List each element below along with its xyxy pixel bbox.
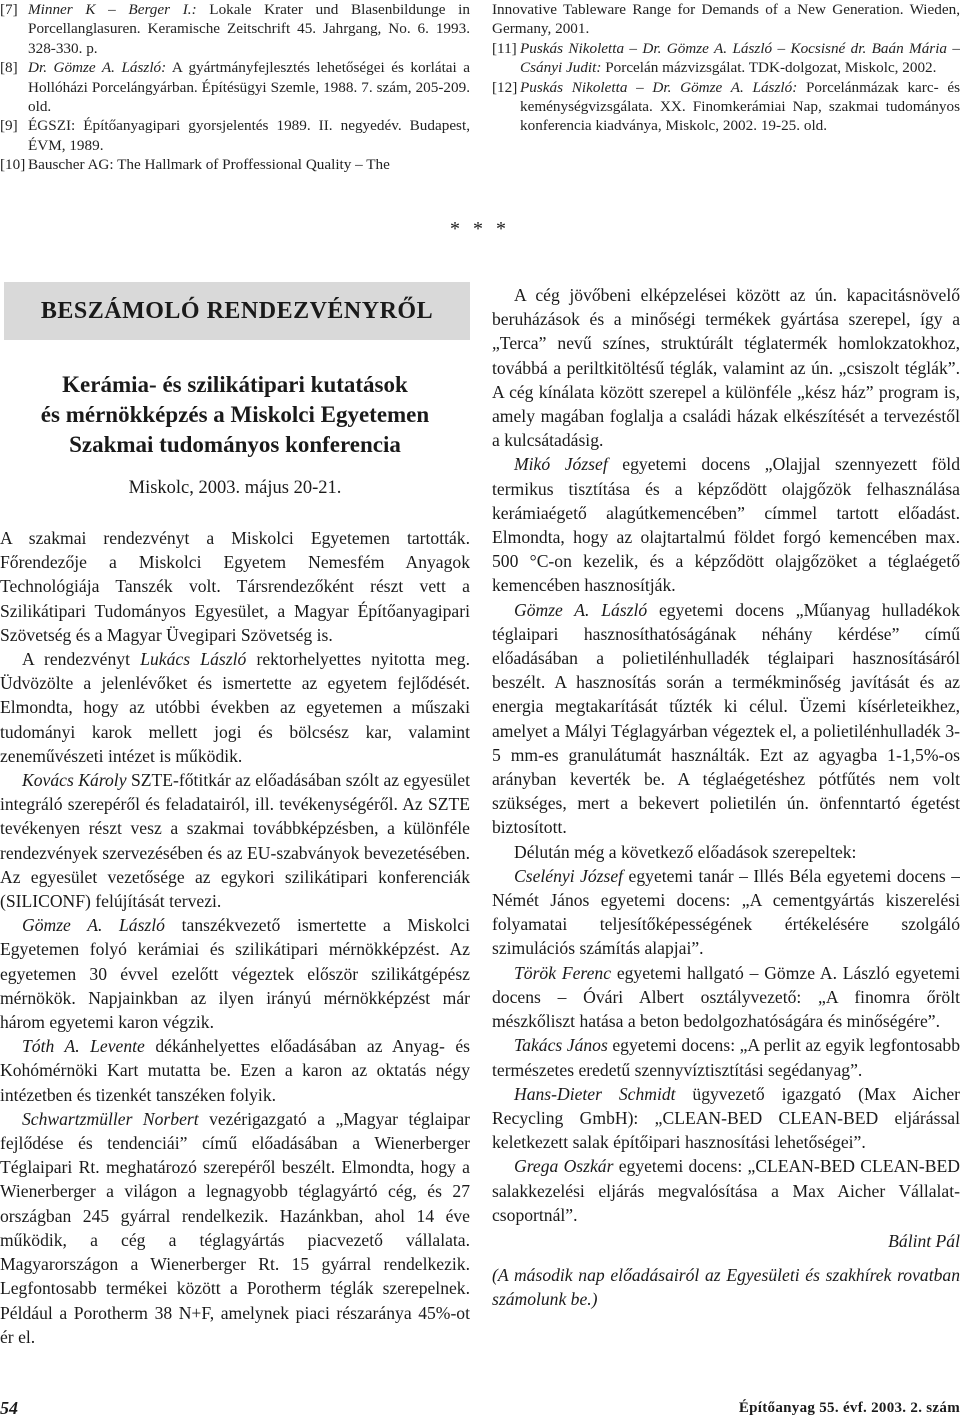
paragraph: A szakmai rendezvényt a Miskolci Egyetemen tartották. Főrendezője a Miskolci Egyetem Nemesfém Anyagok Technológiája Tanszék volt. Társrendezőként részt vett a Szilikátipari Tudományos Egyesület, a Magyar Építőanyagipari Szövetség és a Magyar Üvegipari Szövetség is.: [0, 528, 470, 645]
closing-note: (A második nap előadásairól az Egyesületi és szakhírek rovatban számolunk be.): [492, 1265, 960, 1310]
reference-author: Dr. Gömze A. László:: [28, 59, 167, 77]
person-name: Takács János: [514, 1035, 608, 1056]
article-subtitle: [0, 370, 470, 460]
paragraph: Kovács Károly SZTE-főtitkár az előadásában szólt az egyesület integráló szerepéről és feladatairól, ill. tevékenységéről. Az SZTE tevékenyen részt vesz a szakmai továbbképzésben, a különféle rendezvények szervezésében és az EU-szabványok bevezetésében. Az egyesület vezetősége az egykori szilikátipari konferenciák (SILICONF) felújítását tervezi.: [0, 770, 470, 912]
paragraph: Cselényi József egyetemi tanár – Illés Béla egyetemi docens – Némét János egyetemi docens: „A cementgyártás kiszerelési folyamatai teljesítőképességének értékelésére szolgáló szimulációs számítás alapjai”.: [492, 865, 960, 959]
body-column-right: [492, 283, 960, 1312]
reference-text: A gyártmányfejlesztés lehetőségei és korlátai a Hollóházi Porcelángyárban. Építésügyi Szemle, 1988. 7. szám, 205-209. old.: [28, 59, 470, 116]
person-name: Tóth A. Levente: [22, 1036, 145, 1057]
person-name: Schwartzmüller Norbert: [22, 1108, 199, 1129]
references-right: [492, 0, 960, 136]
reference-number: [7]: [0, 1, 18, 18]
reference-number: [10]: [0, 156, 26, 174]
section-heading: [4, 282, 470, 340]
person-name: Mikó József: [514, 454, 608, 475]
author-signature: Bálint Pál: [888, 1230, 960, 1251]
person-name: Hans-Dieter Schmidt: [514, 1083, 676, 1104]
body-column-left: [0, 526, 470, 1349]
paragraph: Tóth A. Levente dékánhelyettes előadásában az Anyag- és Kohómérnöki Kart mutatta be. Ezen a karon az oktatás négy intézetben és tizenkét tanszéken folyik.: [0, 1036, 470, 1105]
paragraph: Gömze A. László tanszékvezető ismertette a Miskolci Egyetemen folyó kerámiai és szilikátipari mérnökképzést. Az egyetemen 30 évvel ezelőtt végeztek először szilikátgépész mérnökök. Napjainkban az ilyen irányú mérnökképzést már három egyetemi karon végzik.: [0, 915, 470, 1033]
paragraph: Török Ferenc egyetemi hallgató – Gömze A. László egyetemi docens – Óvári Albert osztályvezető: „A finomra őrölt mészkőliszt hatása a beton bedolgozhatóságára és minőségére”.: [492, 962, 960, 1032]
reference-item: [0, 0, 470, 58]
paragraph: Hans-Dieter Schmidt ügyvezető igazgató (Max Aicher Recycling GmbH): „CLEAN-BED CLEAN-BED eljárással keletkezett salak építőipari hasznosítási lehetőségei”.: [492, 1083, 960, 1153]
subtitle-line: és mérnökképzés a Miskolci Egyetemen: [40, 402, 430, 427]
person-name: Gömze A. László: [514, 599, 648, 620]
place-date: Miskolc, 2003. május 20-21.: [128, 478, 342, 498]
paragraph: A rendezvényt Lukács László rektorhelyettes nyitotta meg. Üdvözölte a jelenlévőket és ismertette az egyetem fejlődését. Elmondta, hogy az utóbbi években az egyetemen a műszaki tudományi karok mellett jogi és bölcsész kar, valamint zeneművészeti intézet is működik.: [0, 649, 470, 766]
paragraph: Schwartzmüller Norbert vezérigazgató a „Magyar téglaipar fejlődése és tendenciái” című előadásában a Wienerberger Téglaipari Rt. meghatározó szerepéről beszélt. Elmondta, hogy a Wienerberger a világon a legnagyobb téglagyártó cég, és 27 országban 245 gyárral rendelkezik. Hazánkban, ahol 14 éve működik, a cég a téglagyártás piacvezető vállalata. Magyarországon a Wienerberger Rt. 15 gyárral rendelkezik. Legfontosabb termékei között a Porotherm téglák szerepelnek. Például a Porotherm 38 N+F, amelynek piaci részaránya 45%-ot ér el.: [0, 1108, 470, 1347]
reference-text: Porcelán mázvizsgálat. TDK-dolgozat, Miskolc, 2002.: [601, 59, 937, 77]
reference-number: [8]: [0, 59, 18, 77]
page-number: 54: [0, 1398, 18, 1418]
reference-item: [0, 58, 470, 116]
subtitle-line: Kerámia- és szilikátipari kutatások: [62, 372, 408, 397]
paragraph: A cég jövőbeni elképzelései között az ún. kapacitásnövelő beruházások és a minőségi termékek gyártása szerepel, így a „Terca” nevű színes, struktúrált téglatermék homlokzatokhoz, továbbá a periltkitöltésű téglák, valamint az ún. „csiszolt téglák”. A cég kínálata között szerepel a különféle „kész ház” program is, amely magában foglalja a családi házak elkészítését a tervezéstől a kulcsátadásig.: [492, 285, 960, 451]
paragraph: Grega Oszkár egyetemi docens: „CLEAN-BED CLEAN-BED salakkezelési eljárás megvalósítása a Max Aicher Vállalat-csoportnál”.: [492, 1156, 960, 1225]
person-name: Cselényi József: [514, 865, 624, 886]
person-name: Lukács László: [140, 649, 247, 670]
journal-footer: Építőanyag 55. évf. 2003. 2. szám: [738, 1400, 960, 1416]
section-separator: * * *: [450, 218, 510, 240]
person-name: Török Ferenc: [514, 962, 612, 983]
references-left: [0, 0, 470, 175]
subtitle-line: Szakmai tudományos konferencia: [69, 432, 401, 457]
reference-author: Puskás Nikoletta – Dr. Gömze A. László – Kocsisné dr. Baán Mária – Csányi Judit:: [520, 39, 960, 77]
reference-number: [11]: [492, 39, 517, 57]
person-name: Kovács Károly: [22, 770, 127, 791]
reference-text: ÉGSZI: Építőanyagipari gyorsjelentés 1989. II. negyedév. Budapest, ÉVM, 1989.: [28, 117, 470, 154]
reference-number: [12]: [492, 78, 518, 96]
paragraph: Délután még a következő előadások szerepeltek:: [514, 841, 857, 862]
reference-number: [9]: [0, 117, 18, 135]
reference-item: [0, 155, 470, 174]
person-name: Gömze A. László: [22, 915, 165, 936]
section-heading-text: BESZÁMOLÓ RENDEZVÉNYRŐL: [40, 297, 434, 324]
paragraph: Gömze A. László egyetemi docens „Műanyag hulladékok téglaipari hasznosíthatóságának néhány kérdése” című előadásában a polietilénhulladék téglaipari hasznosításáról beszélt. A hasznosítás során a termékminőség javítását és az energia megtakarítását tűzték ki célul. Üzemi kísérleteikhez, amelyet a Mályi Téglagyárban végeztek el, a polietilénhulladék 3-5 mm-es granulátumát használták. Ezt az agyagba 1-1,5%-os arányban keverték be. A téglaégetéshez pótfűtés nem volt szükséges, mert a bekevert polietilén ún. önfenntartó égetést biztosított.: [492, 599, 960, 838]
reference-text: Bauscher AG: The Hallmark of Proffessional Quality – The: [28, 156, 390, 174]
reference-text: Porcelánmázak karc- és keménységvizsgálata. XX. Finomkerámiai Nap, szakmai tudományos konferencia kiadványa, Miskolc, 2002. 19-25. old.: [520, 78, 960, 135]
person-name: Grega Oszkár: [514, 1156, 614, 1177]
reference-author: Minner K – Berger I.:: [28, 1, 197, 18]
reference-item: [492, 39, 960, 78]
reference-text: Lokale Krater und Blasenbildunge in Porcellanglasuren. Keramische Zeitschrift 45. Jahrgang, No. 6. 1993. 328-330. p.: [28, 1, 470, 57]
paragraph: Takács János egyetemi docens: „A perlit az egyik legfontosabb természetes eredetű szennyvíztisztítási segédanyag”.: [492, 1035, 960, 1080]
paragraph: Mikó József egyetemi docens „Olajjal szennyezett föld termikus tisztítása és a képződött olajgőzök felhasználása kerámiaégető alagútkemencében” címmel tartott előadást. Elmondta, hogy az olajtartalmú földet forgó kemencében max. 500 °C-on kezelik, és a képződött olajgőzöket a téglaégető kemencében hasznosítják.: [492, 454, 960, 596]
reference-item: [492, 78, 960, 136]
reference-author: Puskás Nikoletta – Dr. Gömze A. László:: [520, 78, 798, 96]
reference-item: [0, 116, 470, 155]
reference-continuation: Innovative Tableware Range for Demands of a New Generation. Wieden, Germany, 2001.: [492, 1, 960, 38]
